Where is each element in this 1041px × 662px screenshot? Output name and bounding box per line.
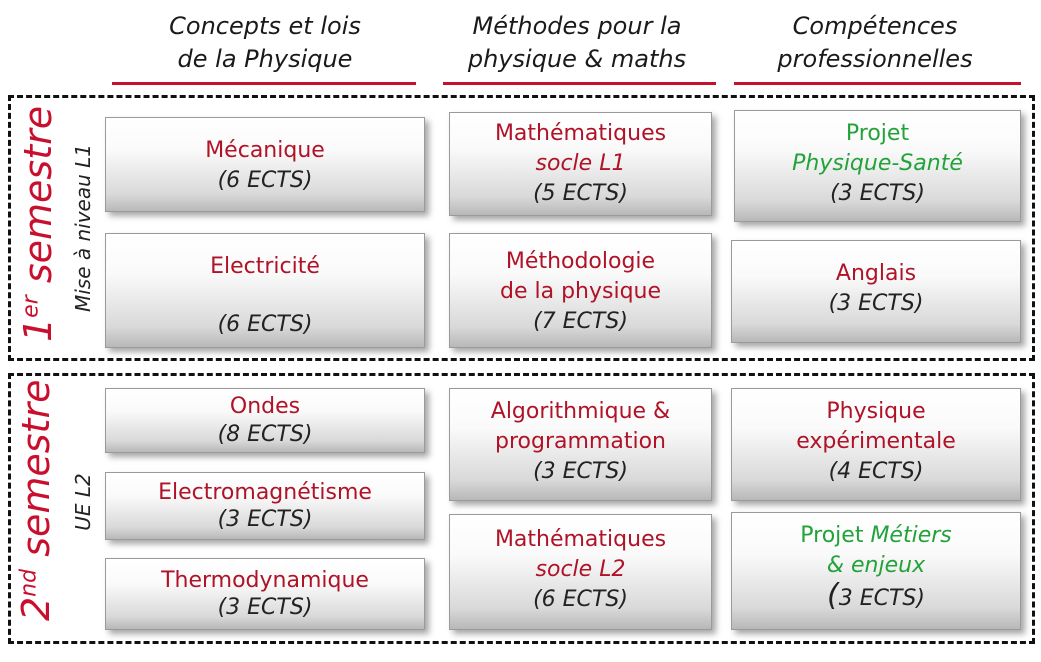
course-algorithmique-title: Algorithmique & — [490, 399, 671, 424]
header-competences-line1: Compétences — [792, 12, 958, 40]
course-algorithmique-subtitle: programmation — [495, 429, 666, 454]
course-ondes-title: Ondes — [229, 394, 301, 419]
course-electricite — [105, 233, 425, 348]
course-electromagnetisme-ects: (3 ECTS) — [217, 507, 313, 532]
course-ondes-ects: (8 ECTS) — [217, 422, 313, 447]
course-algorithmique — [449, 388, 712, 501]
semester1-word: semestre — [16, 105, 60, 296]
course-projet-sante-ects: (3 ECTS) — [830, 181, 925, 206]
course-projet-metiers-ects: 3 ECTS) — [838, 586, 925, 611]
course-algorithmique-ects: (3 ECTS) — [533, 459, 628, 484]
course-anglais-title: Anglais — [835, 261, 917, 286]
course-electromagnetisme-title: Electromagnétisme — [158, 480, 372, 505]
header-methodes-line1: Méthodes pour la — [472, 12, 682, 40]
course-anglais — [731, 240, 1021, 343]
course-projet-metiers-title-b: Métiers — [870, 523, 952, 548]
header-concepts-line1: Concepts et lois — [169, 12, 361, 40]
course-anglais-ects: (3 ECTS) — [828, 291, 924, 316]
course-maths-l2-ects: (6 ECTS) — [533, 587, 628, 612]
course-mecanique-ects: (6 ECTS) — [217, 168, 313, 193]
course-physique-experimentale-title: Physique — [826, 399, 926, 424]
course-physique-experimentale — [731, 388, 1021, 501]
semester1-number: 1 — [16, 317, 60, 342]
course-projet-metiers-paren: ( — [827, 578, 839, 613]
course-projet-sante-subtitle: Physique-Santé — [792, 151, 963, 176]
header-competences-underline — [734, 82, 1021, 85]
header-concepts-line2: de la Physique — [177, 45, 353, 73]
course-physique-experimentale-subtitle: expérimentale — [796, 429, 956, 454]
semester2-label — [14, 379, 62, 621]
semester1-suffix: er — [18, 295, 44, 318]
course-electromagnetisme — [105, 472, 425, 540]
course-methodologie — [449, 233, 712, 348]
course-projet-metiers-title — [732, 521, 1020, 551]
course-projet-sante-title: Projet — [845, 121, 910, 146]
semester2-word: semestre — [14, 379, 58, 569]
course-mecanique — [105, 117, 425, 212]
semester2-sublabel: UE L2 — [71, 473, 95, 531]
course-projet-metiers-ects-line — [732, 578, 1020, 614]
header-competences — [730, 10, 1020, 76]
course-electricite-ects: (6 ECTS) — [217, 312, 313, 337]
header-concepts-underline — [112, 82, 416, 85]
course-projet-metiers-subtitle: & enjeux — [826, 553, 926, 578]
course-maths-l1-title: Mathématiques — [494, 121, 667, 146]
course-electricite-title: Electricité — [210, 254, 320, 279]
header-competences-line2: professionnelles — [777, 45, 973, 73]
header-methodes-line2: physique & maths — [467, 45, 687, 73]
header-methodes-underline — [443, 82, 716, 85]
course-thermodynamique-ects: (3 ECTS) — [217, 595, 313, 620]
course-methodologie-ects: (7 ECTS) — [533, 309, 628, 334]
course-maths-l1 — [449, 112, 712, 216]
course-physique-experimentale-ects: (4 ECTS) — [828, 459, 924, 484]
semester1-label — [16, 105, 64, 342]
course-thermodynamique — [105, 558, 425, 630]
course-maths-l2 — [449, 514, 712, 630]
course-maths-l2-subtitle: socle L2 — [535, 557, 626, 582]
course-projet-metiers-title-a: Projet — [800, 523, 871, 548]
course-mecanique-title: Mécanique — [205, 138, 325, 163]
course-methodologie-subtitle: de la physique — [499, 279, 662, 304]
course-projet-sante — [734, 110, 1021, 222]
semester2-suffix: nd — [16, 568, 42, 597]
course-ondes — [105, 388, 425, 453]
semester1-sublabel: Mise à niveau L1 — [71, 143, 95, 313]
header-concepts — [120, 10, 410, 76]
header-methodes — [432, 10, 722, 76]
course-thermodynamique-title: Thermodynamique — [161, 568, 369, 593]
semester2-number: 2 — [14, 596, 58, 621]
course-maths-l1-ects: (5 ECTS) — [533, 181, 628, 206]
course-maths-l2-title: Mathématiques — [494, 527, 667, 552]
course-projet-metiers — [731, 512, 1021, 630]
course-methodologie-title: Méthodologie — [505, 249, 656, 274]
course-maths-l1-subtitle: socle L1 — [535, 151, 626, 176]
